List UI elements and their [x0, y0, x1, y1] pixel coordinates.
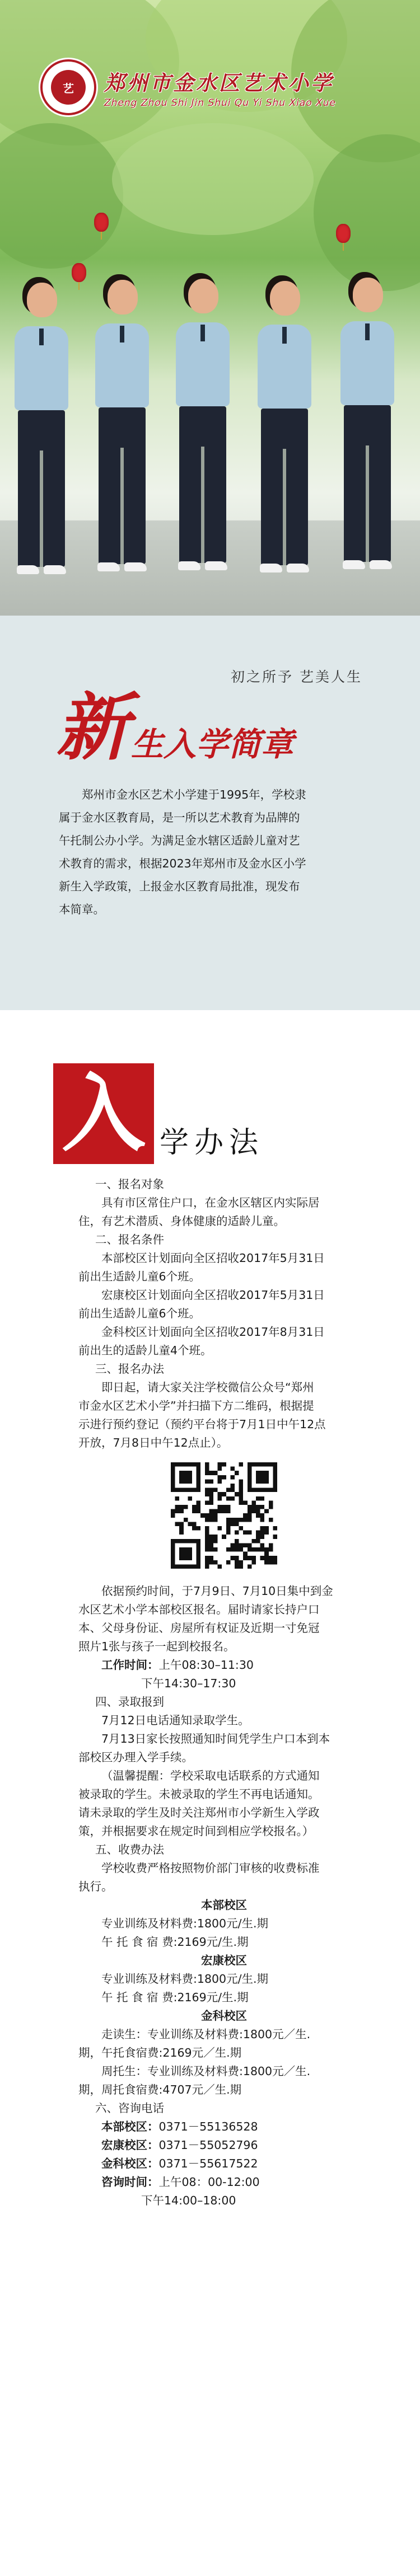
fee-line: 专业训练及材料费:1800元/生.期 — [101, 1972, 269, 1986]
student-figure — [91, 280, 152, 582]
phone-label: 宏康校区： — [101, 2138, 159, 2152]
consult-hours-label: 咨询时间： — [101, 2175, 159, 2189]
student-figure — [336, 278, 398, 580]
intro-line: 郑州市金水区艺术小学建于1995年，学校隶 — [82, 788, 306, 801]
fee-line: 午 托 食 宿 费:2169元/生.期 — [101, 1935, 249, 1949]
hero-photo — [0, 0, 420, 616]
school-logo — [40, 59, 336, 115]
section-title: 一、报名对象 — [95, 1177, 164, 1191]
text-line: 学校收费严格按照物价部门审核的收费标准 — [101, 1861, 320, 1875]
method-content — [78, 1175, 370, 2210]
phone-number[interactable]: 0371－55617522 — [158, 2157, 258, 2170]
intro-paragraph — [59, 783, 364, 921]
student-figure — [10, 283, 72, 585]
campus-title: 金科校区 — [201, 2009, 247, 2023]
emblem-text: 艺 — [63, 81, 74, 95]
phone-label: 金科校区： — [101, 2157, 159, 2170]
text-line: 前出生适龄儿童6个班。 — [78, 1307, 201, 1320]
student-figure — [171, 279, 233, 581]
intro-line: 术教育的需求，根据2023年郑州市及金水区小学 — [59, 857, 306, 870]
text-line: 开放，7月8日中午12点止）。 — [78, 1436, 228, 1449]
phone-label: 本部校区： — [101, 2120, 159, 2133]
section-title: 四、录取报到 — [95, 1695, 164, 1709]
work-hours-pm: 下午14:30–17:30 — [141, 1677, 236, 1690]
phone-number[interactable]: 0371－55052796 — [158, 2138, 258, 2152]
text-line: 请未录取的学生及时关注郑州市小学新生入学政 — [78, 1806, 320, 1819]
text-line: 前出生的适龄儿童4个班。 — [78, 1344, 212, 1357]
lantern-icon — [94, 213, 109, 232]
consult-hours — [78, 2173, 370, 2192]
slogan: 初之所予 艺美人生 — [231, 669, 362, 685]
text-line: 金科校区计划面向全区招收2017年8月31日 — [101, 1325, 325, 1339]
campus-title: 本部校区 — [201, 1898, 247, 1912]
text-line: 市金水区艺术小学”并扫描下方二维码，根据提 — [78, 1399, 314, 1413]
fee-line: 期，周托食宿费:4707元／生.期 — [78, 2083, 242, 2096]
wechat-qr-code[interactable] — [171, 1462, 277, 1569]
school-pinyin: Zheng Zhou Shi Jin Shui Qu Yi Shu Xiao Xue — [104, 97, 336, 109]
text-line: 本、父母身份证、房屋所有权证及近期一寸免冠 — [78, 1621, 320, 1635]
method-heading — [53, 1063, 264, 1164]
section-title: 六、咨询电话 — [95, 2101, 164, 2115]
school-name: 郑州市金水区艺术小学 — [104, 71, 334, 95]
section-title: 五、收费办法 — [95, 1843, 164, 1856]
phone-hk — [78, 2136, 370, 2155]
phone-jk — [78, 2155, 370, 2173]
text-line: 示进行预约登记（预约平台将于7月1日中午12点 — [78, 1418, 326, 1431]
fee-line: 专业训练及材料费:1800元/生.期 — [101, 1917, 269, 1930]
text-line: 前出生适龄儿童6个班。 — [78, 1270, 201, 1283]
text-line: 依据预约时间，于7月9日、7月10日集中到金 — [101, 1584, 333, 1598]
work-hours-am: 上午08:30–11:30 — [158, 1658, 254, 1672]
phone-number[interactable]: 0371－55136528 — [158, 2120, 258, 2133]
text-line: 具有市区常住户口，在金水区辖区内实际居 — [101, 1196, 320, 1209]
phone-main — [78, 2118, 370, 2136]
work-hours-label: 工作时间： — [101, 1658, 159, 1672]
text-line: 策，并根据要求在规定时间到相应学校报名。） — [78, 1824, 314, 1838]
text-line: 宏康校区计划面向全区招收2017年5月31日 — [101, 1288, 325, 1302]
method-title-rest: 学办法 — [160, 1126, 264, 1160]
text-line: 住，有艺术潜质、身体健康的适龄儿童。 — [78, 1214, 285, 1228]
text-line: 即日起，请大家关注学校微信公众号“郑州 — [101, 1381, 314, 1394]
text-line: 照片1张与孩子一起到校报名。 — [78, 1640, 235, 1653]
text-line: 部校区办理入学手续。 — [78, 1751, 193, 1764]
text-line: （温馨提醒：学校采取电话联系的方式通知 — [101, 1769, 320, 1782]
campus-title: 宏康校区 — [201, 1954, 247, 1967]
fee-line: 走读生：专业训练及材料费:1800元／生. — [101, 2028, 311, 2041]
title-rest: 生入学简章 — [131, 725, 294, 763]
section-title: 三、报名办法 — [95, 1362, 164, 1376]
title-first-char: 新 — [56, 684, 129, 770]
intro-line: 本简章。 — [59, 903, 105, 916]
section-title: 二、报名条件 — [95, 1233, 164, 1246]
student-figure — [253, 281, 315, 583]
consult-hours-am: 上午08：00-12:00 — [158, 2175, 260, 2189]
text-line: 7月13日家长按照通知时间凭学生户口本到本 — [101, 1732, 330, 1746]
intro-line: 午托制公办小学。为满足金水辖区适龄儿童对艺 — [59, 834, 300, 847]
method-first-char: 入 — [53, 1063, 154, 1164]
work-hours — [78, 1656, 370, 1674]
text-line: 本部校区计划面向全区招收2017年5月31日 — [101, 1251, 325, 1265]
school-emblem-icon — [40, 59, 96, 115]
page-title — [56, 684, 294, 770]
intro-line: 属于金水区教育局，是一所以艺术教育为品牌的 — [59, 811, 300, 824]
text-line: 水区艺术小学本部校区报名。届时请家长持户口 — [78, 1603, 320, 1616]
fee-line: 周托生：专业训练及材料费:1800元／生. — [101, 2064, 311, 2078]
lantern-icon — [336, 224, 351, 243]
consult-hours-pm: 下午14:00–18:00 — [141, 2194, 236, 2207]
fee-line: 午 托 食 宿 费:2169元/生.期 — [101, 1991, 249, 2004]
text-line: 被录取的学生。未被录取的学生不再电话通知。 — [78, 1787, 320, 1801]
fee-line: 期，午托食宿费:2169元／生.期 — [78, 2046, 242, 2059]
intro-line: 新生入学政策，上报金水区教育局批准，现发布 — [59, 880, 300, 893]
lantern-icon — [72, 263, 86, 282]
text-line: 执行。 — [78, 1880, 113, 1893]
text-line: 7月12日电话通知录取学生。 — [101, 1714, 250, 1727]
